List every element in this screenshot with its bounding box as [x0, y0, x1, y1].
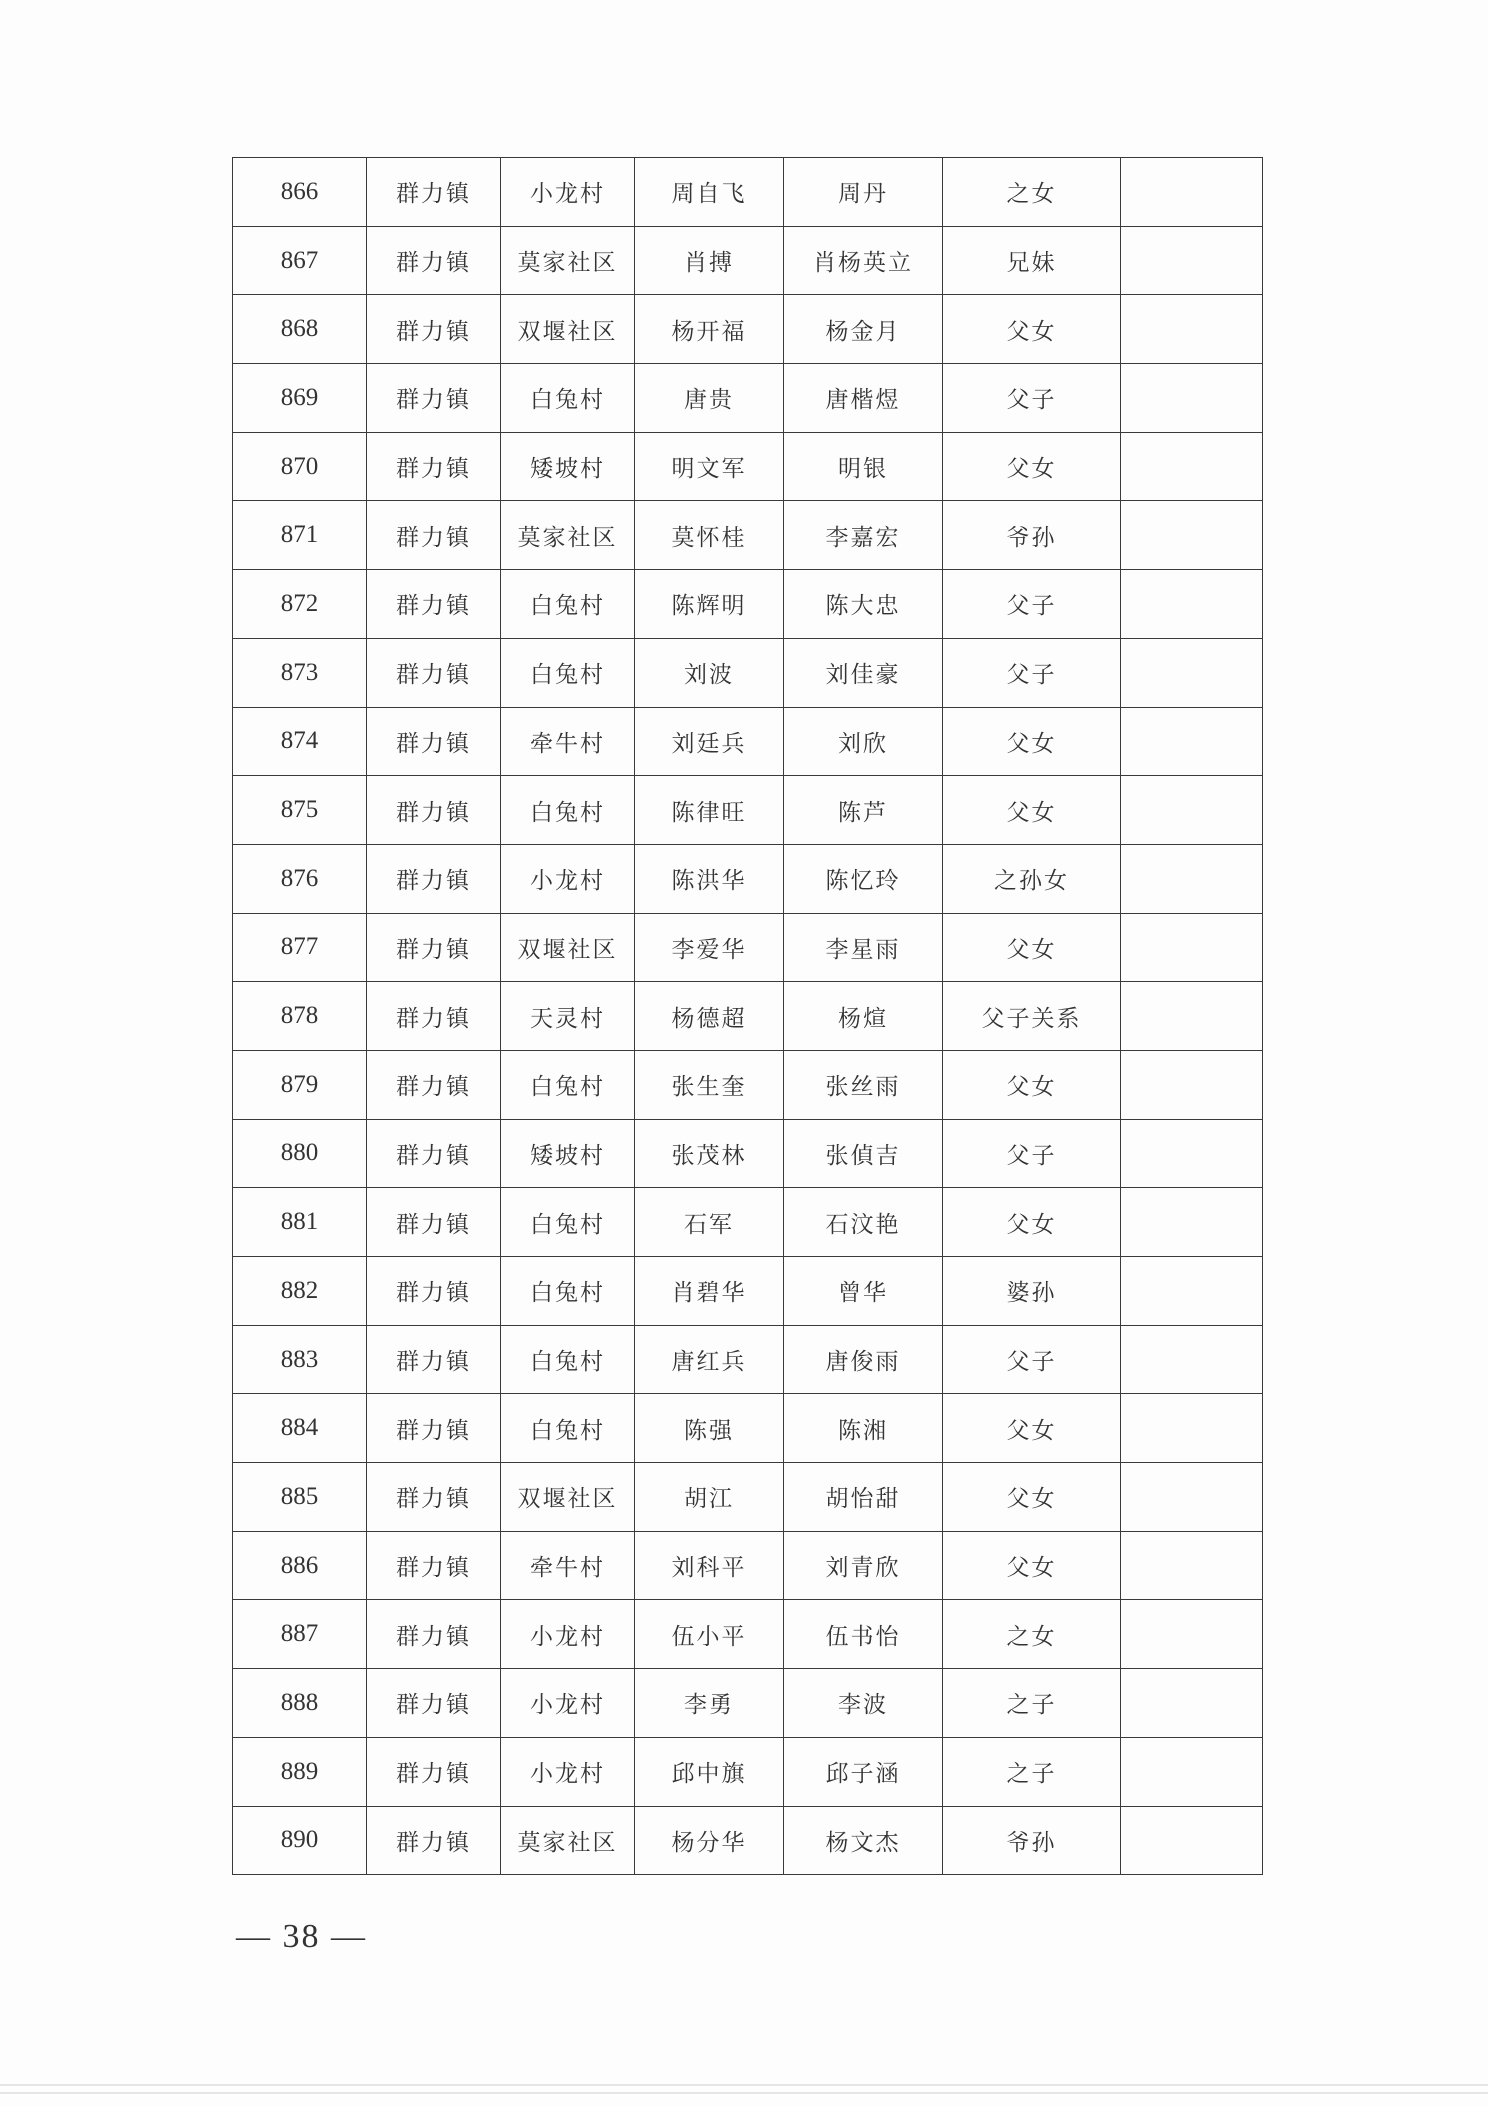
town-cell: 群力镇 [367, 1188, 501, 1257]
relative-name-cell: 杨煊 [784, 982, 943, 1051]
table-row [233, 1050, 1263, 1119]
remarks-cell [1121, 295, 1263, 364]
row-number-cell: 889 [233, 1737, 367, 1806]
relationship-cell: 父女 [943, 432, 1121, 501]
table-row [233, 501, 1263, 570]
remarks-cell [1121, 501, 1263, 570]
remarks-cell [1121, 570, 1263, 639]
remarks-cell [1121, 1531, 1263, 1600]
applicant-name-cell: 刘波 [635, 638, 784, 707]
relative-name-cell: 杨金月 [784, 295, 943, 364]
table-row [233, 844, 1263, 913]
town-cell: 群力镇 [367, 1394, 501, 1463]
remarks-cell [1121, 158, 1263, 227]
relationship-cell: 之孙女 [943, 844, 1121, 913]
village-cell: 白兔村 [501, 1325, 635, 1394]
village-cell: 白兔村 [501, 776, 635, 845]
row-number-cell: 876 [233, 844, 367, 913]
relationship-cell: 之女 [943, 158, 1121, 227]
village-cell: 莫家社区 [501, 501, 635, 570]
relationship-cell: 父子 [943, 570, 1121, 639]
town-cell: 群力镇 [367, 432, 501, 501]
relationship-cell: 父女 [943, 913, 1121, 982]
row-number-cell: 882 [233, 1257, 367, 1326]
row-number-cell: 878 [233, 982, 367, 1051]
village-cell: 小龙村 [501, 158, 635, 227]
relationship-cell: 父女 [943, 1188, 1121, 1257]
table-row [233, 1531, 1263, 1600]
town-cell: 群力镇 [367, 1600, 501, 1669]
table-row [233, 1806, 1263, 1875]
village-cell: 矮坡村 [501, 1119, 635, 1188]
remarks-cell [1121, 1257, 1263, 1326]
table-row [233, 226, 1263, 295]
relationship-cell: 父女 [943, 295, 1121, 364]
relationship-cell: 父子 [943, 638, 1121, 707]
page-number: — 38 — [236, 1918, 367, 1955]
table-row [233, 1325, 1263, 1394]
row-number-cell: 869 [233, 364, 367, 433]
village-cell: 小龙村 [501, 844, 635, 913]
remarks-cell [1121, 1600, 1263, 1669]
village-cell: 白兔村 [501, 1257, 635, 1326]
applicant-name-cell: 肖搏 [635, 226, 784, 295]
row-number-cell: 870 [233, 432, 367, 501]
table-row [233, 982, 1263, 1051]
row-number-cell: 875 [233, 776, 367, 845]
relative-name-cell: 邱子涵 [784, 1737, 943, 1806]
row-number-cell: 881 [233, 1188, 367, 1257]
village-cell: 双堰社区 [501, 295, 635, 364]
relationship-cell: 爷孙 [943, 501, 1121, 570]
remarks-cell [1121, 364, 1263, 433]
table-row [233, 638, 1263, 707]
applicant-name-cell: 李爱华 [635, 913, 784, 982]
remarks-cell [1121, 913, 1263, 982]
applicant-name-cell: 张生奎 [635, 1050, 784, 1119]
town-cell: 群力镇 [367, 158, 501, 227]
row-number-cell: 877 [233, 913, 367, 982]
relative-name-cell: 杨文杰 [784, 1806, 943, 1875]
relative-name-cell: 张丝雨 [784, 1050, 943, 1119]
town-cell: 群力镇 [367, 1737, 501, 1806]
scan-edge-line [0, 2092, 1488, 2094]
table-row [233, 295, 1263, 364]
applicant-name-cell: 邱中旗 [635, 1737, 784, 1806]
remarks-cell [1121, 1463, 1263, 1532]
row-number-cell: 890 [233, 1806, 367, 1875]
row-number-cell: 868 [233, 295, 367, 364]
applicant-name-cell: 杨德超 [635, 982, 784, 1051]
row-number-cell: 886 [233, 1531, 367, 1600]
relative-name-cell: 石汶艳 [784, 1188, 943, 1257]
applicant-name-cell: 张茂林 [635, 1119, 784, 1188]
relationship-cell: 父子 [943, 1119, 1121, 1188]
applicant-name-cell: 伍小平 [635, 1600, 784, 1669]
row-number-cell: 880 [233, 1119, 367, 1188]
row-number-cell: 888 [233, 1669, 367, 1738]
village-cell: 白兔村 [501, 1394, 635, 1463]
table-row [233, 1119, 1263, 1188]
village-cell: 白兔村 [501, 638, 635, 707]
applicant-name-cell: 石军 [635, 1188, 784, 1257]
town-cell: 群力镇 [367, 913, 501, 982]
village-cell: 白兔村 [501, 364, 635, 433]
village-cell: 小龙村 [501, 1600, 635, 1669]
applicant-name-cell: 陈强 [635, 1394, 784, 1463]
relationship-cell: 之女 [943, 1600, 1121, 1669]
relative-name-cell: 刘佳豪 [784, 638, 943, 707]
village-cell: 莫家社区 [501, 226, 635, 295]
relationship-cell: 父子关系 [943, 982, 1121, 1051]
row-number-cell: 872 [233, 570, 367, 639]
row-number-cell: 879 [233, 1050, 367, 1119]
village-cell: 矮坡村 [501, 432, 635, 501]
relative-name-cell: 张偵吉 [784, 1119, 943, 1188]
applicant-name-cell: 杨分华 [635, 1806, 784, 1875]
village-cell: 双堰社区 [501, 913, 635, 982]
table-row [233, 364, 1263, 433]
remarks-cell [1121, 982, 1263, 1051]
town-cell: 群力镇 [367, 364, 501, 433]
town-cell: 群力镇 [367, 226, 501, 295]
relative-name-cell: 李波 [784, 1669, 943, 1738]
remarks-cell [1121, 1325, 1263, 1394]
applicant-name-cell: 刘科平 [635, 1531, 784, 1600]
row-number-cell: 883 [233, 1325, 367, 1394]
relative-name-cell: 曾华 [784, 1257, 943, 1326]
remarks-cell [1121, 1188, 1263, 1257]
table-row [233, 707, 1263, 776]
relative-name-cell: 伍书怡 [784, 1600, 943, 1669]
village-cell: 天灵村 [501, 982, 635, 1051]
table-row [233, 1737, 1263, 1806]
town-cell: 群力镇 [367, 570, 501, 639]
village-cell: 小龙村 [501, 1737, 635, 1806]
table-row [233, 158, 1263, 227]
remarks-cell [1121, 776, 1263, 845]
town-cell: 群力镇 [367, 1463, 501, 1532]
town-cell: 群力镇 [367, 1119, 501, 1188]
village-cell: 白兔村 [501, 1050, 635, 1119]
row-number-cell: 874 [233, 707, 367, 776]
relative-name-cell: 陈芦 [784, 776, 943, 845]
table-row [233, 432, 1263, 501]
town-cell: 群力镇 [367, 1050, 501, 1119]
remarks-cell [1121, 1669, 1263, 1738]
relative-name-cell: 肖杨英立 [784, 226, 943, 295]
relationship-cell: 父女 [943, 776, 1121, 845]
relationship-cell: 父女 [943, 1050, 1121, 1119]
town-cell: 群力镇 [367, 1325, 501, 1394]
remarks-cell [1121, 1806, 1263, 1875]
town-cell: 群力镇 [367, 295, 501, 364]
village-cell: 白兔村 [501, 1188, 635, 1257]
remarks-cell [1121, 844, 1263, 913]
town-cell: 群力镇 [367, 1257, 501, 1326]
roster-table [232, 157, 1263, 1875]
town-cell: 群力镇 [367, 707, 501, 776]
relative-name-cell: 刘欣 [784, 707, 943, 776]
applicant-name-cell: 唐红兵 [635, 1325, 784, 1394]
relative-name-cell: 胡怡甜 [784, 1463, 943, 1532]
table-row [233, 913, 1263, 982]
relationship-cell: 兄妹 [943, 226, 1121, 295]
row-number-cell: 887 [233, 1600, 367, 1669]
table-row [233, 776, 1263, 845]
town-cell: 群力镇 [367, 982, 501, 1051]
table-row [233, 1463, 1263, 1532]
row-number-cell: 871 [233, 501, 367, 570]
row-number-cell: 873 [233, 638, 367, 707]
applicant-name-cell: 刘廷兵 [635, 707, 784, 776]
relationship-cell: 父女 [943, 1394, 1121, 1463]
relative-name-cell: 陈忆玲 [784, 844, 943, 913]
relative-name-cell: 周丹 [784, 158, 943, 227]
relative-name-cell: 明银 [784, 432, 943, 501]
relative-name-cell: 陈湘 [784, 1394, 943, 1463]
applicant-name-cell: 周自飞 [635, 158, 784, 227]
town-cell: 群力镇 [367, 501, 501, 570]
remarks-cell [1121, 1119, 1263, 1188]
remarks-cell [1121, 1394, 1263, 1463]
relationship-cell: 婆孙 [943, 1257, 1121, 1326]
relationship-cell: 爷孙 [943, 1806, 1121, 1875]
village-cell: 白兔村 [501, 570, 635, 639]
village-cell: 莫家社区 [501, 1806, 635, 1875]
remarks-cell [1121, 432, 1263, 501]
applicant-name-cell: 陈洪华 [635, 844, 784, 913]
applicant-name-cell: 胡江 [635, 1463, 784, 1532]
remarks-cell [1121, 226, 1263, 295]
town-cell: 群力镇 [367, 844, 501, 913]
remarks-cell [1121, 1050, 1263, 1119]
applicant-name-cell: 莫怀桂 [635, 501, 784, 570]
town-cell: 群力镇 [367, 776, 501, 845]
table-row [233, 1188, 1263, 1257]
relative-name-cell: 唐俊雨 [784, 1325, 943, 1394]
table-row [233, 1600, 1263, 1669]
relative-name-cell: 刘青欣 [784, 1531, 943, 1600]
village-cell: 牵牛村 [501, 1531, 635, 1600]
table-row [233, 1394, 1263, 1463]
relative-name-cell: 李嘉宏 [784, 501, 943, 570]
applicant-name-cell: 明文军 [635, 432, 784, 501]
relative-name-cell: 唐楷煜 [784, 364, 943, 433]
relationship-cell: 之子 [943, 1669, 1121, 1738]
town-cell: 群力镇 [367, 1669, 501, 1738]
relationship-cell: 父子 [943, 364, 1121, 433]
town-cell: 群力镇 [367, 1531, 501, 1600]
table-row [233, 570, 1263, 639]
table-row [233, 1669, 1263, 1738]
relative-name-cell: 陈大忠 [784, 570, 943, 639]
remarks-cell [1121, 638, 1263, 707]
applicant-name-cell: 陈律旺 [635, 776, 784, 845]
remarks-cell [1121, 707, 1263, 776]
applicant-name-cell: 肖碧华 [635, 1257, 784, 1326]
row-number-cell: 884 [233, 1394, 367, 1463]
village-cell: 小龙村 [501, 1669, 635, 1738]
row-number-cell: 866 [233, 158, 367, 227]
row-number-cell: 885 [233, 1463, 367, 1532]
relationship-cell: 父女 [943, 1463, 1121, 1532]
applicant-name-cell: 杨开福 [635, 295, 784, 364]
village-cell: 双堰社区 [501, 1463, 635, 1532]
town-cell: 群力镇 [367, 638, 501, 707]
row-number-cell: 867 [233, 226, 367, 295]
relationship-cell: 之子 [943, 1737, 1121, 1806]
relationship-cell: 父女 [943, 1531, 1121, 1600]
applicant-name-cell: 唐贵 [635, 364, 784, 433]
village-cell: 牵牛村 [501, 707, 635, 776]
relative-name-cell: 李星雨 [784, 913, 943, 982]
town-cell: 群力镇 [367, 1806, 501, 1875]
roster-table-body [233, 158, 1263, 1875]
applicant-name-cell: 李勇 [635, 1669, 784, 1738]
relationship-cell: 父子 [943, 1325, 1121, 1394]
table-row [233, 1257, 1263, 1326]
scan-edge-line [0, 2084, 1488, 2086]
relationship-cell: 父女 [943, 707, 1121, 776]
remarks-cell [1121, 1737, 1263, 1806]
applicant-name-cell: 陈辉明 [635, 570, 784, 639]
